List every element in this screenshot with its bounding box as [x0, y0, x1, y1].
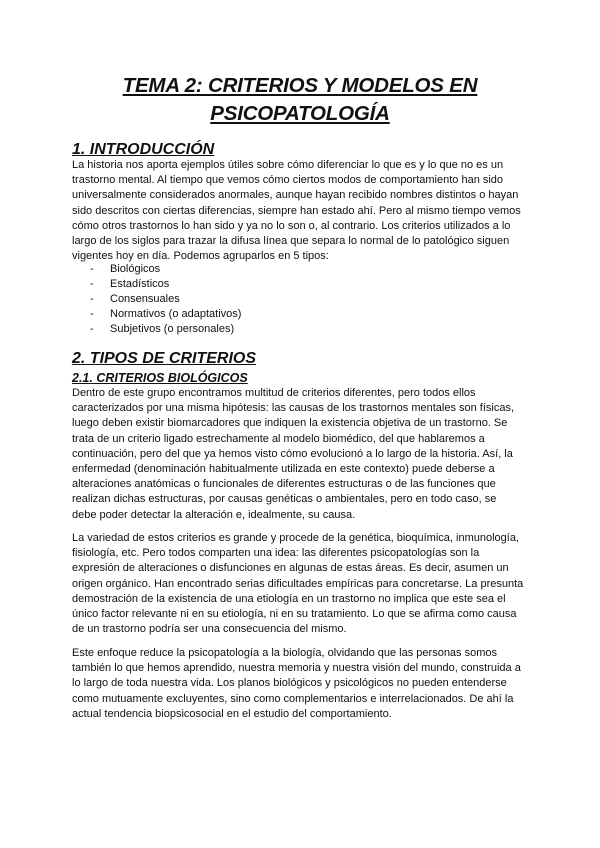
text-line: lo largo de toda nuestra vida. Los planos biológicos y psicológicos no pueden entenderse	[72, 677, 507, 690]
text-line: trata de un criterio ligado estrechamente al modelo biomédico, del que hablaremos a	[72, 432, 485, 445]
text-line: continuación, pero del que ya hemos visto cómo evolucionó a lo largo de la historia. Así, la	[72, 447, 513, 460]
text-line: luego deben existir biomarcadores que indiquen la existencia objetiva de un trastorno. Se	[72, 417, 508, 430]
text-line: La historia nos aporta ejemplos útiles sobre cómo diferenciar lo que es y lo que no es un	[72, 159, 504, 171]
text-line: fisiología, etc. Pero todos comparten una idea: las diferentes psicopatologías son la	[72, 547, 480, 560]
subsection-heading-criterios-biologicos: 2.1. CRITERIOS BIOLÓGICOS	[72, 371, 248, 385]
section-heading-introduccion: 1. INTRODUCCIÓN	[72, 141, 215, 158]
text-line: expresión de alteraciones o disfunciones en algunas de estas áreas. Es decir, asumen un	[72, 562, 509, 575]
text-line: vigentes hoy en día. Podemos agruparlos en 5 tipos:	[72, 250, 329, 263]
biological-paragraph-3	[72, 646, 532, 722]
text-line: debe poder detectar la alteración e, idealmente, su causa.	[72, 508, 356, 521]
text-line: origen orgánico. Han encontrado serias dificultades empíricas para concretarse. La presunta	[72, 577, 524, 590]
list-item: - Consensuales	[90, 292, 241, 307]
text-line: universalmente considerados anormales, aunque hayan recibido nombres distintos o hayan	[72, 189, 519, 202]
list-item: - Subjetivos (o personales)	[90, 322, 241, 337]
list-item: - Normativos (o adaptativos)	[90, 307, 241, 322]
title-line-1: TEMA 2: CRITERIOS Y MODELOS EN	[122, 74, 478, 97]
title-line-2: PSICOPATOLOGÍA	[210, 102, 390, 125]
text-line: demostración de la existencia de una etiología en un trastorno no implica que este sea el	[72, 592, 506, 605]
text-line: caracterizados por una misma hipótesis: las causas de los trastornos mentales son físicas,	[72, 402, 515, 415]
text-line: alteraciones anatómicas o funcionales de diferentes estructuras o de las funciones que	[72, 478, 496, 491]
text-line: actual tendencia biopsicosocial en el estudio del comportamiento.	[72, 707, 392, 720]
text-line: único factor relevante ni en su etiología, ni en su tratamiento. Lo que se afirma como causa	[72, 608, 517, 621]
text-line: cómo otros trastornos lo han sido y ya no lo son o, al contrario. Los criterios utilizados a lo	[72, 219, 511, 232]
text-line: realizan dichas estructuras, por causas genéticas o ambientales, pero en todo caso, se	[72, 493, 497, 506]
text-line: sido descritos con ciertas diferencias, siempre han estado ahí. Pero al mismo tiempo vemos	[72, 204, 521, 217]
text-line: Dentro de este grupo encontramos multitud de criterios diferentes, pero todos ellos	[72, 387, 476, 399]
text-line: de un trastorno podría ser una consecuencia del mismo.	[72, 623, 347, 636]
document-title	[60, 72, 540, 128]
section-heading-tipos-de-criterios: 2. TIPOS DE CRITERIOS	[72, 350, 257, 367]
text-line: enfermedad (denominación habitualmente utilizada en este contexto) puede deberse a	[72, 463, 495, 476]
list-item: - Biológicos	[90, 262, 241, 277]
text-line: también lo que hemos aprendido, nuestra memoria y nuestra visión del mundo, construida a	[72, 662, 521, 675]
criteria-list	[90, 262, 241, 337]
text-line: largo de los siglos para trazar la difusa línea que separa lo normal de lo patológico siguen	[72, 235, 510, 248]
intro-paragraph	[72, 158, 532, 264]
text-line: Este enfoque reduce la psicopatología a la biología, olvidando que las personas somos	[72, 647, 498, 659]
text-line: como mutuamente excluyentes, sino como complementarios e interrelacionados. De ahí la	[72, 692, 514, 705]
biological-paragraph-1	[72, 386, 532, 523]
biological-paragraph-2	[72, 531, 532, 637]
list-item: - Estadísticos	[90, 277, 241, 292]
text-line: La variedad de estos criterios es grande y procede de la genética, bioquímica, inmunología,	[72, 532, 519, 544]
text-line: trastorno mental. Al tiempo que vemos cómo ciertos modos de comportamiento han sido	[72, 174, 504, 187]
